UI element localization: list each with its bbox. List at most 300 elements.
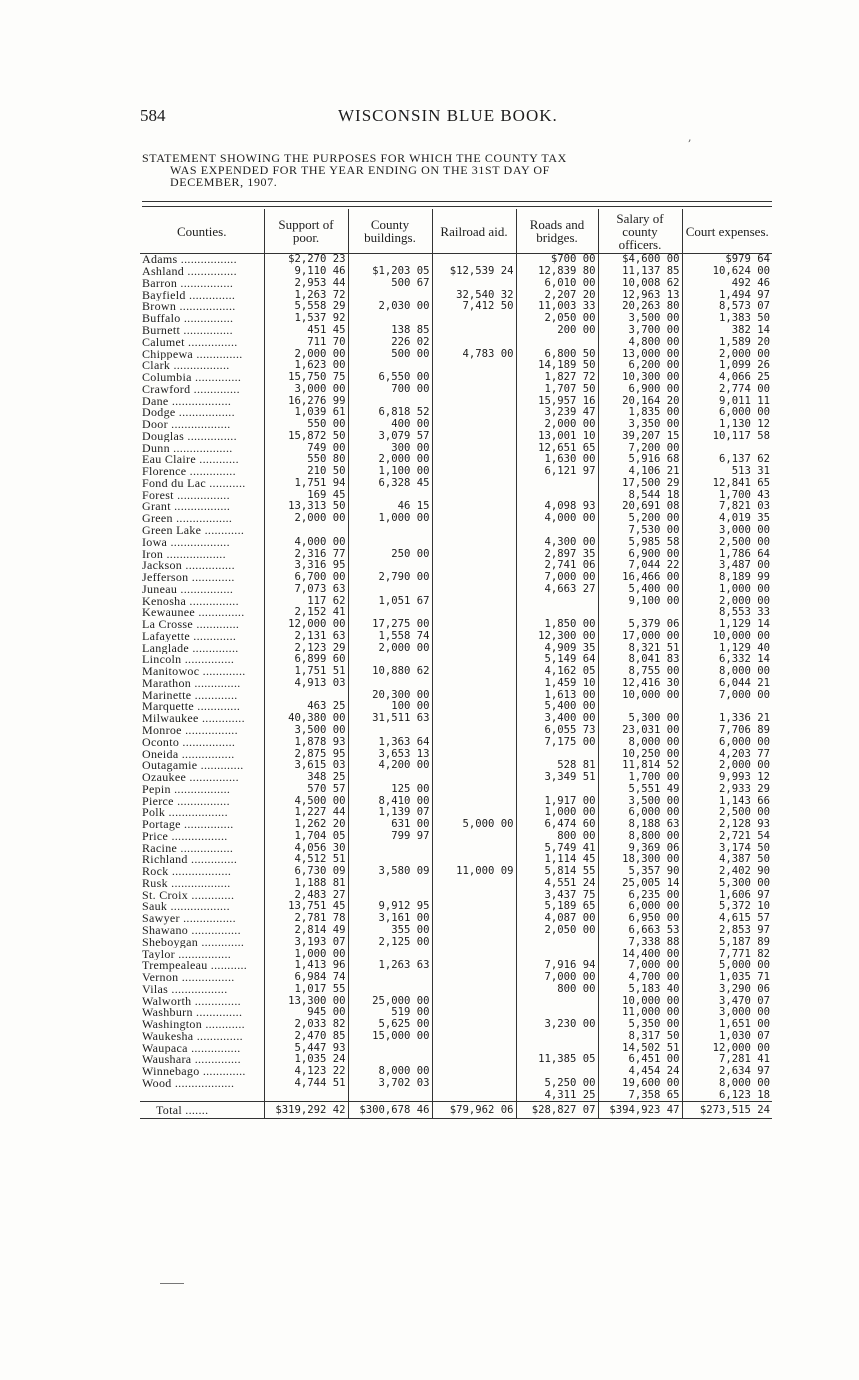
table-row: [140, 678, 772, 690]
table-row: [140, 983, 772, 995]
table-row: [140, 548, 772, 560]
cell-value: [516, 1042, 598, 1054]
table-row: [140, 442, 772, 454]
cell-value: 2,741 06: [516, 560, 598, 572]
county-name: Walworth ..............: [142, 995, 241, 1007]
cell-value: 12,000 00: [264, 619, 348, 631]
cell-value: 2,483 27: [264, 889, 348, 901]
cell-value: 25,005 14: [598, 878, 682, 890]
cell-value: 7,821 03: [682, 501, 772, 513]
cell-value: 4,000 00: [516, 513, 598, 525]
cell-value: 7,000 00: [516, 972, 598, 984]
cell-value: 3,350 00: [598, 419, 682, 431]
cell-value: 10,000 00: [682, 631, 772, 643]
cell-value: [516, 783, 598, 795]
total-row: [140, 1102, 772, 1119]
cell-value: $319,292 42: [264, 1102, 348, 1119]
county-name: Lafayette .............: [142, 630, 237, 643]
cell-value: 7,200 00: [598, 442, 682, 454]
cell-value: 5,558 29: [264, 301, 348, 313]
table-row: [140, 383, 772, 395]
cell-value: 631 00: [348, 819, 432, 831]
cell-value: 20,263 80: [598, 301, 682, 313]
cell-value: 5,551 49: [598, 783, 682, 795]
cell-value: $300,678 46: [348, 1102, 432, 1119]
cell-value: [348, 772, 432, 784]
cell-value: 4,800 00: [598, 336, 682, 348]
table-row: [140, 666, 772, 678]
county-name: Sheboygan .............: [142, 936, 245, 949]
col-header-salary-county-officers: Salary of county officers.: [598, 209, 682, 254]
table-row: [140, 807, 772, 819]
cell-value: 6,451 00: [598, 1054, 682, 1066]
cell-value: 1,707 50: [516, 383, 598, 395]
table-row: [140, 1019, 772, 1031]
cell-value: 4,162 05: [516, 666, 598, 678]
cell-value: 1,030 07: [682, 1031, 772, 1043]
cell-value: 5,400 00: [516, 701, 598, 713]
cell-value: 6,055 73: [516, 725, 598, 737]
cell-value: 4,387 50: [682, 854, 772, 866]
margin-mark: ,: [688, 131, 692, 144]
cell-value: 10,250 00: [598, 748, 682, 760]
county-name: Buffalo ...............: [142, 312, 234, 325]
cell-value: 6,900 00: [598, 383, 682, 395]
cell-value: 2,125 00: [348, 936, 432, 948]
cell-value: [432, 666, 516, 678]
cell-value: 2,152 41: [264, 607, 348, 619]
cell-value: 1,114 45: [516, 854, 598, 866]
county-name: Waupaca ...............: [142, 1042, 241, 1055]
cell-value: [432, 525, 516, 537]
cell-value: 5,189 65: [516, 901, 598, 913]
cell-value: 6,700 00: [264, 572, 348, 584]
county-name: Racine ................: [142, 842, 234, 855]
cell-value: [432, 936, 516, 948]
county-name: Clark .................: [142, 359, 230, 372]
cell-value: [432, 1089, 516, 1101]
cell-value: 5,447 93: [264, 1042, 348, 1054]
cell-value: 10,880 62: [348, 666, 432, 678]
cell-value: 3,700 00: [598, 325, 682, 337]
table-row: [140, 313, 772, 325]
county-name: Green .................: [142, 512, 233, 525]
cell-value: [348, 972, 432, 984]
county-name: Grant .................: [142, 501, 231, 513]
cell-value: 570 57: [264, 783, 348, 795]
cell-value: 4,454 24: [598, 1066, 682, 1078]
cell-value: 6,550 00: [348, 372, 432, 384]
cell-value: 7,000 00: [682, 689, 772, 701]
col-header-support-of-poor: Support of poor.: [264, 209, 348, 254]
county-name: Sauk ..................: [142, 901, 230, 913]
cell-value: [348, 678, 432, 690]
cell-value: 2,131 63: [264, 631, 348, 643]
county-name: Oneida ................: [142, 748, 235, 760]
cell-value: [432, 1078, 516, 1090]
cell-value: 6,730 09: [264, 866, 348, 878]
cell-value: [432, 372, 516, 384]
cell-value: [432, 678, 516, 690]
county-name: Langlade ..............: [142, 642, 239, 655]
page-number: 584: [140, 106, 166, 125]
cell-value: 7,073 63: [264, 583, 348, 595]
title-line-3: DECEMBER, 1907.: [170, 175, 278, 189]
cell-value: $273,515 24: [682, 1102, 772, 1119]
table-row: [140, 419, 772, 431]
county-name: Jackson ...............: [142, 559, 235, 572]
table-row: [140, 913, 772, 925]
cell-value: 4,066 25: [682, 372, 772, 384]
cell-value: 2,030 00: [348, 301, 432, 313]
cell-value: [432, 336, 516, 348]
cell-value: 226 02: [348, 336, 432, 348]
cell-value: [348, 536, 432, 548]
cell-value: 7,530 00: [598, 525, 682, 537]
cell-value: [348, 1089, 432, 1101]
county-name: Dane ..................: [142, 395, 232, 407]
cell-value: 4,056 30: [264, 842, 348, 854]
cell-value: 8,544 18: [598, 489, 682, 501]
cell-value: 3,161 00: [348, 913, 432, 925]
cell-value: 5,985 58: [598, 536, 682, 548]
cell-value: [432, 631, 516, 643]
county-name: Milwaukee .............: [142, 712, 245, 725]
cell-value: 6,235 00: [598, 889, 682, 901]
county-name: Green Lake ............: [142, 524, 245, 537]
cell-value: 6,000 00: [598, 807, 682, 819]
table-header-row: [140, 209, 772, 254]
cell-value: [348, 725, 432, 737]
cell-value: 500 00: [348, 348, 432, 360]
county-name: Washburn ..............: [142, 1007, 243, 1019]
cell-value: 5,357 90: [598, 866, 682, 878]
cell-value: 1,700 43: [682, 489, 772, 501]
running-head: WISCONSIN BLUE BOOK.: [338, 106, 558, 125]
cell-value: [432, 619, 516, 631]
cell-value: 6,899 60: [264, 654, 348, 666]
cell-value: 2,953 44: [264, 278, 348, 290]
cell-value: [432, 795, 516, 807]
cell-value: 6,010 00: [516, 278, 598, 290]
cell-value: 800 00: [516, 831, 598, 843]
cell-value: 6,663 53: [598, 925, 682, 937]
cell-value: 4,700 00: [598, 972, 682, 984]
cell-value: 8,188 63: [598, 819, 682, 831]
cell-value: 1,383 50: [682, 313, 772, 325]
cell-value: $1,203 05: [348, 266, 432, 278]
table-row: [140, 536, 772, 548]
cell-value: 10,008 62: [598, 278, 682, 290]
cell-value: [516, 525, 598, 537]
table-row: [140, 831, 772, 843]
cell-value: [516, 607, 598, 619]
county-name: Iron ..................: [142, 548, 226, 560]
cell-value: 11,003 33: [516, 301, 598, 313]
cell-value: 3,500 00: [598, 795, 682, 807]
cell-value: [432, 595, 516, 607]
table-row: [140, 1078, 772, 1090]
cell-value: [432, 901, 516, 913]
table-row: [140, 454, 772, 466]
cell-value: 3,230 00: [516, 1019, 598, 1031]
county-name: Trempealeau ...........: [142, 959, 248, 972]
cell-value: 6,900 00: [598, 548, 682, 560]
cell-value: 5,183 40: [598, 983, 682, 995]
county-name: Adams .................: [142, 253, 237, 266]
county-name: Chippewa ..............: [142, 348, 243, 360]
cell-value: 451 45: [264, 325, 348, 337]
cell-value: $79,962 06: [432, 1102, 516, 1119]
cell-value: [432, 772, 516, 784]
cell-value: 2,000 00: [264, 348, 348, 360]
cell-value: 6,044 21: [682, 678, 772, 690]
cell-value: 3,437 75: [516, 889, 598, 901]
county-name: Rusk ..................: [142, 877, 231, 890]
county-name: Rock ..................: [142, 865, 232, 878]
cell-value: 10,000 00: [598, 689, 682, 701]
county-name: Marathon ..............: [142, 677, 241, 690]
table-row: [140, 301, 772, 313]
cell-value: 2,000 00: [348, 642, 432, 654]
cell-value: [432, 913, 516, 925]
table-row: [140, 372, 772, 384]
cell-value: $4,600 00: [598, 254, 682, 266]
cell-value: [516, 1031, 598, 1043]
cell-value: 1,263 63: [348, 960, 432, 972]
statement-title: [142, 152, 772, 188]
cell-value: 700 00: [348, 383, 432, 395]
cell-value: [516, 595, 598, 607]
cell-value: [516, 948, 598, 960]
cell-value: 6,984 74: [264, 972, 348, 984]
cell-value: 3,580 09: [348, 866, 432, 878]
county-name: St. Croix .............: [142, 889, 235, 902]
cell-value: 2,853 97: [682, 925, 772, 937]
cell-value: 10,624 00: [682, 266, 772, 278]
cell-value: 8,041 83: [598, 654, 682, 666]
cell-value: 8,000 00: [682, 666, 772, 678]
table-row: [140, 254, 772, 266]
cell-value: 4,500 00: [264, 795, 348, 807]
cell-value: 1,613 00: [516, 689, 598, 701]
county-name: Pepin .................: [142, 783, 231, 796]
cell-value: 9,110 46: [264, 266, 348, 278]
cell-value: [432, 1042, 516, 1054]
cell-value: 1,751 94: [264, 478, 348, 490]
cell-value: 5,400 00: [598, 583, 682, 595]
cell-value: 4,123 22: [264, 1066, 348, 1078]
county-name: Burnett ...............: [142, 324, 233, 337]
cell-value: 1,700 00: [598, 772, 682, 784]
top-rule-2: [142, 206, 772, 207]
cell-value: 210 50: [264, 466, 348, 478]
cell-value: 11,814 52: [598, 760, 682, 772]
county-name: [140, 1089, 264, 1101]
cell-value: 4,203 77: [682, 748, 772, 760]
cell-value: 5,187 89: [682, 936, 772, 948]
county-name: Vernon ................: [142, 971, 235, 984]
county-name: Kewaunee ..............: [142, 606, 245, 619]
cell-value: 4,000 00: [264, 536, 348, 548]
cell-value: 20,691 08: [598, 501, 682, 513]
cell-value: 3,500 00: [264, 725, 348, 737]
cell-value: 1,835 00: [598, 407, 682, 419]
cell-value: 1,827 72: [516, 372, 598, 384]
cell-value: [348, 1054, 432, 1066]
county-name: Outagamie .............: [142, 759, 244, 772]
cell-value: 6,800 50: [516, 348, 598, 360]
title-line-2: WAS EXPENDED FOR THE YEAR ENDING ON THE 31ST DAY OF: [170, 163, 550, 177]
table-row: [140, 748, 772, 760]
cell-value: 5,379 06: [598, 619, 682, 631]
table-row: [140, 878, 772, 890]
cell-value: [348, 489, 432, 501]
cell-value: 1,017 55: [264, 983, 348, 995]
cell-value: 1,606 97: [682, 889, 772, 901]
cell-value: 1,130 12: [682, 419, 772, 431]
cell-value: 6,137 62: [682, 454, 772, 466]
cell-value: [516, 995, 598, 1007]
cell-value: [432, 360, 516, 372]
cell-value: 169 45: [264, 489, 348, 501]
cell-value: 1,100 00: [348, 466, 432, 478]
cell-value: [432, 419, 516, 431]
cell-value: 4,200 00: [348, 760, 432, 772]
table-row: [140, 348, 772, 360]
cell-value: [682, 442, 772, 454]
cell-value: 8,410 00: [348, 795, 432, 807]
cell-value: [432, 842, 516, 854]
cell-value: 7,281 41: [682, 1054, 772, 1066]
county-name: Taylor ................: [142, 948, 232, 960]
top-rule: [142, 201, 772, 202]
cell-value: 1,917 00: [516, 795, 598, 807]
cell-value: 3,193 07: [264, 936, 348, 948]
county-name: Iowa ..................: [142, 536, 230, 549]
cell-value: $2,270 23: [264, 254, 348, 266]
cell-value: 463 25: [264, 701, 348, 713]
cell-value: 250 00: [348, 548, 432, 560]
cell-value: 4,106 21: [598, 466, 682, 478]
table-row: [140, 1054, 772, 1066]
cell-value: [432, 948, 516, 960]
cell-value: 1,850 00: [516, 619, 598, 631]
cell-value: 4,300 00: [516, 536, 598, 548]
cell-value: 13,000 00: [598, 348, 682, 360]
county-name: Bayfield ..............: [142, 289, 236, 302]
cell-value: 7,000 00: [598, 960, 682, 972]
cell-value: [598, 607, 682, 619]
cell-value: 4,615 57: [682, 913, 772, 925]
cell-value: 3,290 06: [682, 983, 772, 995]
cell-value: 6,328 45: [348, 478, 432, 490]
table-row: [140, 1007, 772, 1019]
table-row: [140, 478, 772, 490]
county-name: Shawano ...............: [142, 924, 241, 937]
county-name: Polk ..................: [142, 806, 228, 819]
cell-value: [348, 1042, 432, 1054]
cell-value: 16,276 99: [264, 395, 348, 407]
cell-value: 40,380 00: [264, 713, 348, 725]
cell-value: 2,470 85: [264, 1031, 348, 1043]
cell-value: $394,923 47: [598, 1102, 682, 1119]
county-name: Price .................: [142, 830, 228, 843]
cell-value: [432, 1054, 516, 1066]
cell-value: 17,275 00: [348, 619, 432, 631]
cell-value: [432, 972, 516, 984]
cell-value: 8,321 51: [598, 642, 682, 654]
county-name: Monroe ................: [142, 724, 238, 737]
table-row: [140, 783, 772, 795]
cell-value: 10,117 58: [682, 430, 772, 442]
cell-value: 3,239 47: [516, 407, 598, 419]
table-row: [140, 501, 772, 513]
cell-value: [682, 701, 772, 713]
cell-value: 8,000 00: [598, 736, 682, 748]
cell-value: 20,300 00: [348, 689, 432, 701]
cell-value: 7,175 00: [516, 736, 598, 748]
cell-value: 9,912 95: [348, 901, 432, 913]
cell-value: 1,188 81: [264, 878, 348, 890]
cell-value: 2,000 00: [682, 348, 772, 360]
county-name: Winnebago .............: [142, 1065, 246, 1078]
cell-value: 5,300 00: [598, 713, 682, 725]
cell-value: 17,000 00: [598, 631, 682, 643]
cell-value: 100 00: [348, 701, 432, 713]
county-name: Marquette .............: [142, 701, 241, 713]
table-row: [140, 925, 772, 937]
cell-value: 5,250 00: [516, 1078, 598, 1090]
county-name: Sawyer ................: [142, 912, 236, 925]
cell-value: [348, 254, 432, 266]
cell-value: 200 00: [516, 325, 598, 337]
table-row: [140, 560, 772, 572]
county-name: Fond du Lac ...........: [142, 477, 246, 490]
cell-value: 1,751 51: [264, 666, 348, 678]
cell-value: [348, 607, 432, 619]
table-row: [140, 407, 772, 419]
cell-value: 6,818 52: [348, 407, 432, 419]
cell-value: 5,300 00: [682, 878, 772, 890]
county-name: Juneau ................: [142, 583, 234, 596]
cell-value: 15,957 16: [516, 395, 598, 407]
cell-value: $700 00: [516, 254, 598, 266]
cell-value: [516, 748, 598, 760]
county-name: Barron ................: [142, 277, 234, 290]
cell-value: [432, 313, 516, 325]
cell-value: 1,413 96: [264, 960, 348, 972]
cell-value: 15,750 75: [264, 372, 348, 384]
col-header-roads-and-bridges: Roads and bridges.: [516, 209, 598, 254]
cell-value: 5,916 68: [598, 454, 682, 466]
cell-value: 1,651 00: [682, 1019, 772, 1031]
cell-value: [432, 725, 516, 737]
cell-value: 355 00: [348, 925, 432, 937]
table-row: [140, 866, 772, 878]
cell-value: 2,000 00: [682, 595, 772, 607]
county-name: Forest ................: [142, 489, 230, 502]
table-row: [140, 266, 772, 278]
cell-value: 4,663 27: [516, 583, 598, 595]
cell-value: 1,263 72: [264, 289, 348, 301]
county-name: Portage ...............: [142, 818, 234, 831]
cell-value: 4,087 00: [516, 913, 598, 925]
table-row: [140, 936, 772, 948]
table-row: [140, 842, 772, 854]
cell-value: 6,474 60: [516, 819, 598, 831]
county-name: Waushara ..............: [142, 1054, 241, 1066]
